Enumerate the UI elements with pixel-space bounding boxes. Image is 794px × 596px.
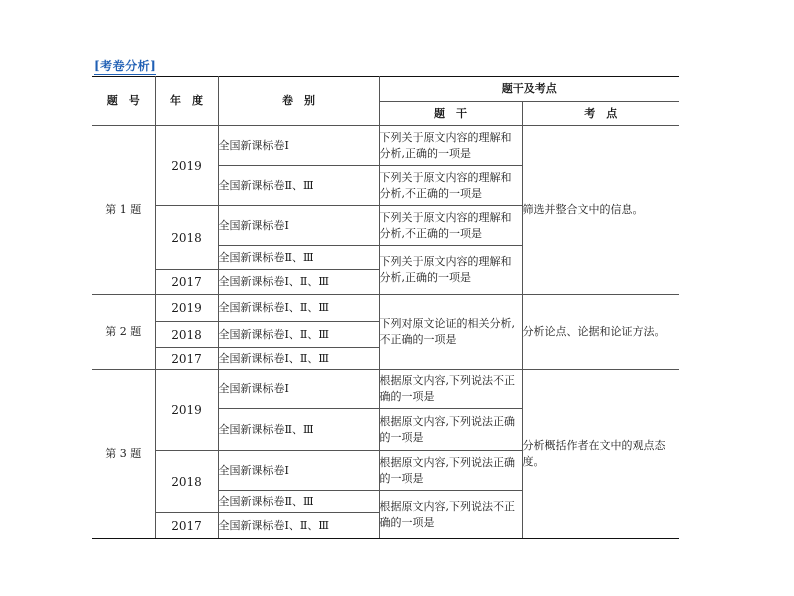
header-row-1 xyxy=(92,77,679,102)
q1-stem-2019-b: 下列关于原文内容的理解和分析,不正确的一项是 xyxy=(379,166,522,206)
table-row xyxy=(92,370,679,409)
q3-point: 分析概括作者在文中的观点态度。 xyxy=(522,370,679,539)
q1-year-2018: 2018 xyxy=(155,206,218,270)
q2-paper-2019: 全国新课标卷Ⅰ、Ⅱ、Ⅲ xyxy=(218,295,379,322)
q1-paper-2017: 全国新课标卷Ⅰ、Ⅱ、Ⅲ xyxy=(218,270,379,295)
table-row xyxy=(92,295,679,322)
q1-stem-2019-a: 下列关于原文内容的理解和分析,正确的一项是 xyxy=(379,126,522,166)
q2-paper-2017: 全国新课标卷Ⅰ、Ⅱ、Ⅲ xyxy=(218,348,379,370)
q3-stem-2019-a: 根据原文内容,下列说法不正确的一项是 xyxy=(379,370,522,409)
q3-year-2018: 2018 xyxy=(155,451,218,513)
q3-paper-2019-b: 全国新课标卷Ⅱ、Ⅲ xyxy=(218,409,379,451)
header-point: 考 点 xyxy=(522,102,679,126)
q2-year-2017: 2017 xyxy=(155,348,218,370)
q1-year-2019: 2019 xyxy=(155,126,218,206)
header-paper: 卷 别 xyxy=(218,77,379,126)
q1-paper-2019-b: 全国新课标卷Ⅱ、Ⅲ xyxy=(218,166,379,206)
q3-stem-2018-a: 根据原文内容,下列说法正确的一项是 xyxy=(379,451,522,491)
q2-year-2019: 2019 xyxy=(155,295,218,322)
q2-year-2018: 2018 xyxy=(155,322,218,348)
header-stem: 题 干 xyxy=(379,102,522,126)
q1-stem-2018b-2017: 下列关于原文内容的理解和分析,正确的一项是 xyxy=(379,246,522,295)
exam-analysis-table xyxy=(92,76,679,539)
q3-label: 第 3 题 xyxy=(92,370,155,539)
q1-stem-2018-a: 下列关于原文内容的理解和分析,不正确的一项是 xyxy=(379,206,522,246)
q1-paper-2018-b: 全国新课标卷Ⅱ、Ⅲ xyxy=(218,246,379,270)
q2-paper-2018: 全国新课标卷Ⅰ、Ⅱ、Ⅲ xyxy=(218,322,379,348)
q3-year-2019: 2019 xyxy=(155,370,218,451)
q2-stem: 下列对原文论证的相关分析,不正确的一项是 xyxy=(379,295,522,370)
header-number: 题 号 xyxy=(92,77,155,126)
q3-paper-2018-b: 全国新课标卷Ⅱ、Ⅲ xyxy=(218,491,379,513)
q1-paper-2019-a: 全国新课标卷Ⅰ xyxy=(218,126,379,166)
table-row xyxy=(92,126,679,166)
q3-paper-2018-a: 全国新课标卷Ⅰ xyxy=(218,451,379,491)
q1-paper-2018-a: 全国新课标卷Ⅰ xyxy=(218,206,379,246)
q1-year-2017: 2017 xyxy=(155,270,218,295)
header-year: 年 度 xyxy=(155,77,218,126)
q1-label: 第 1 题 xyxy=(92,126,155,295)
q3-paper-2017: 全国新课标卷Ⅰ、Ⅱ、Ⅲ xyxy=(218,513,379,539)
q3-stem-2018b-2017: 根据原文内容,下列说法不正确的一项是 xyxy=(379,491,522,539)
q1-point: 筛选并整合文中的信息。 xyxy=(522,126,679,295)
q3-paper-2019-a: 全国新课标卷Ⅰ xyxy=(218,370,379,409)
header-group: 题干及考点 xyxy=(379,77,679,102)
q2-label: 第 2 题 xyxy=(92,295,155,370)
q2-point: 分析论点、论据和论证方法。 xyxy=(522,295,679,370)
section-tag: [考卷分析] xyxy=(94,59,157,73)
q3-year-2017: 2017 xyxy=(155,513,218,539)
q3-stem-2019-b: 根据原文内容,下列说法正确的一项是 xyxy=(379,409,522,451)
